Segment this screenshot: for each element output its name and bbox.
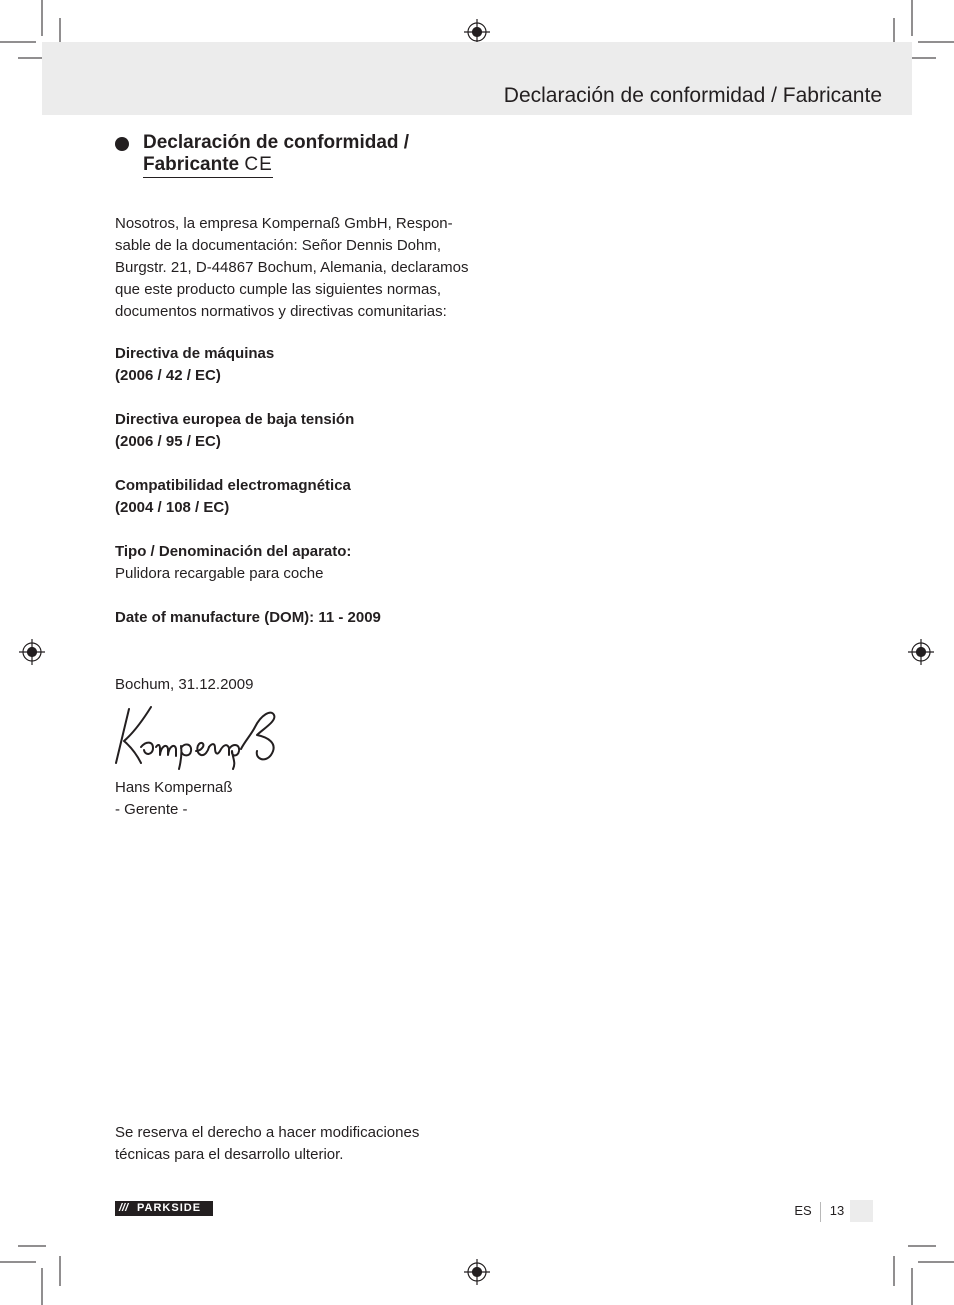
intro-paragraph (115, 213, 475, 323)
intro-line: Nosotros, la empresa Kompernaß GmbH, Respon- (115, 215, 453, 232)
section-title-line1: Declaración de conformidad / (143, 132, 410, 153)
device-type-value: Pulidora recargable para coche (115, 565, 324, 582)
device-type-label: Tipo / Denominación del aparato: (115, 543, 352, 560)
intro-line: sable de la documentación: Señor Dennis Dohm, (115, 237, 442, 254)
section-title-line2 (143, 154, 273, 178)
parkside-logo (115, 1201, 213, 1216)
signer-name: Hans Kompernaß (115, 779, 233, 796)
section-title-fabricante: Fabricante (143, 154, 240, 175)
directive-name: Directiva de máquinas (115, 345, 275, 362)
section-title (115, 132, 475, 178)
date-of-manufacture: Date of manufacture (DOM): 11 - 2009 (115, 609, 381, 626)
page-title: Declaración de conformidad / Fabricante (503, 84, 882, 107)
note-line: técnicas para el desarrollo ulterior. (115, 1146, 344, 1163)
note-line: Se reserva el derecho a hacer modificaciones (115, 1124, 420, 1141)
directive-code: (2004 / 108 / EC) (115, 499, 230, 516)
signer-role: - Gerente - (115, 801, 188, 818)
intro-line: documentos normativos y directivas comunitarias: (115, 303, 447, 320)
registration-mark-left (19, 639, 45, 665)
page-info-divider (820, 1202, 821, 1222)
directive-low-voltage (115, 409, 475, 453)
page-tab-box (850, 1200, 873, 1222)
page-number: 13 (829, 1203, 845, 1218)
signature (111, 701, 286, 771)
directive-code: (2006 / 95 / EC) (115, 433, 221, 450)
declaration-section (115, 132, 475, 821)
bullet-icon (115, 137, 129, 151)
directive-code: (2006 / 42 / EC) (115, 367, 221, 384)
device-type (115, 541, 475, 585)
registration-mark-bottom (464, 1259, 490, 1285)
directive-name: Compatibilidad electromagnética (115, 477, 351, 494)
modification-note (115, 1122, 475, 1166)
ce-mark-icon: CE (244, 154, 273, 175)
directive-machinery (115, 343, 475, 387)
directive-emc (115, 475, 475, 519)
directive-name: Directiva europea de baja tensión (115, 411, 355, 428)
place-date: Bochum, 31.12.2009 (115, 676, 254, 693)
brand-name: PARKSIDE (137, 1202, 202, 1214)
registration-mark-right (908, 639, 934, 665)
brand-slashes: /// (119, 1202, 129, 1214)
intro-line: que este producto cumple las siguientes normas, (115, 281, 442, 298)
page-info (790, 1200, 849, 1222)
intro-line: Burgstr. 21, D-44867 Bochum, Alemania, declaramos (115, 259, 469, 276)
language-code: ES (794, 1203, 812, 1218)
